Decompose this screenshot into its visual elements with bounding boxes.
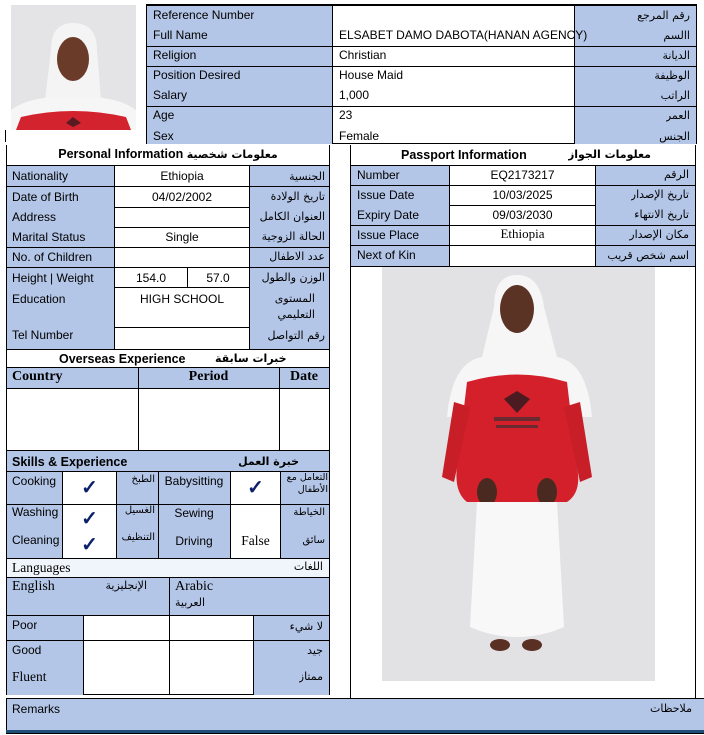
nationality-value: Ethiopia: [160, 169, 204, 183]
skills-title: Skills & Experience: [12, 455, 128, 469]
languages-title-ar: اللغات: [293, 560, 323, 573]
remarks-label: Remarks: [12, 702, 61, 716]
next-of-kin-label: Next of Kin: [357, 248, 416, 262]
education-value: HIGH SCHOOL: [139, 292, 224, 306]
full-name-label: Full Name: [153, 28, 208, 42]
column-country: Country: [12, 370, 63, 384]
issue-date-value: 10/03/2025: [492, 188, 553, 202]
sex-value: Female: [339, 129, 380, 143]
column-date: Date: [290, 370, 318, 384]
arabic-label: Arabic: [175, 579, 214, 594]
divider: [5, 130, 6, 142]
salary-label: Salary: [153, 88, 188, 102]
position-label-ar: الوظيفة: [654, 69, 690, 82]
level-good-label-ar: جيد: [307, 644, 323, 657]
marital-status-label-ar: الحالة الزوجية: [261, 230, 325, 243]
passport-number-label: Number: [357, 168, 400, 182]
issue-place-label: Issue Place: [357, 228, 420, 242]
cooking-label: Cooking: [12, 474, 57, 488]
dob-label-ar: تاريخ الولادة: [270, 190, 325, 203]
sex-label: Sex: [153, 129, 174, 143]
personal-info-section: [6, 145, 330, 367]
education-label-ar: المستوى التعليمي: [274, 292, 315, 321]
arabic-label-ar: العربية: [175, 596, 206, 609]
height-weight-label: Height | Weight: [12, 271, 94, 285]
divider: [6, 733, 704, 734]
cleaning-check-icon: ✓: [81, 534, 98, 556]
religion-label-ar: الديانة: [662, 49, 690, 62]
cooking-check-icon: ✓: [81, 477, 98, 499]
level-poor-label: Poor: [12, 618, 38, 632]
skills-section: [6, 451, 330, 558]
washing-check-icon: ✓: [81, 508, 98, 530]
children-label-ar: عدد الاطفال: [269, 250, 325, 263]
passport-info-title: Passport Information: [401, 148, 527, 162]
overseas-title-ar: خبرات سابقة: [215, 352, 287, 365]
sewing-label: Sewing: [174, 506, 214, 520]
level-good-label: Good: [12, 643, 42, 657]
babysitting-label: Babysitting: [164, 474, 224, 488]
full-name-value: ELSABET DAMO DABOTA(HANAN AGENCY): [339, 28, 588, 42]
driving-value: False: [241, 533, 270, 548]
nationality-label: Nationality: [12, 169, 69, 183]
passport-number-value: EQ2173217: [490, 168, 555, 182]
address-label-ar: العنوان الكامل: [259, 210, 325, 223]
sex-label-ar: الجنس: [659, 130, 690, 143]
expiry-date-label: Expiry Date: [357, 208, 420, 222]
passport-info-section: [350, 145, 696, 700]
skills-title-ar: خبرة العمل: [238, 455, 299, 468]
age-label-ar: العمر: [665, 109, 690, 122]
age-label: Age: [153, 108, 175, 122]
position-value: House Maid: [339, 68, 404, 82]
cleaning-label-ar: التنظيف: [121, 532, 155, 543]
religion-value: Christian: [339, 48, 387, 62]
headshot-illustration: [11, 5, 136, 130]
issue-date-label: Issue Date: [357, 188, 415, 202]
dob-label: Date of Birth: [12, 190, 79, 204]
english-label-ar: الإنجليزية: [105, 579, 147, 592]
languages-section: [6, 558, 330, 695]
age-value: 23: [339, 108, 353, 122]
passport-info-title-ar: معلومات الجواز: [567, 148, 651, 161]
weight-value: 57.0: [206, 271, 230, 285]
full-body-photo: [382, 267, 655, 681]
address-label: Address: [12, 210, 57, 224]
remarks-label-ar: ملاحظات: [650, 702, 692, 715]
driving-label: Driving: [175, 534, 213, 548]
washing-label: Washing: [12, 505, 59, 519]
washing-label-ar: الغسيل: [124, 505, 155, 516]
reference-number-label: Reference Number: [153, 8, 255, 22]
headshot-photo: [11, 5, 136, 130]
dob-value: 04/02/2002: [151, 190, 213, 204]
issue-date-label-ar: تاريخ الإصدار: [630, 188, 689, 201]
babysitting-label-ar: التعامل مع الأطفال: [286, 472, 328, 495]
children-label: No. of Children: [12, 250, 93, 264]
nationality-label-ar: الجنسية: [289, 170, 325, 183]
cleaning-label: Cleaning: [12, 533, 60, 547]
height-weight-label-ar: الوزن والطول: [261, 271, 325, 284]
passport-number-label-ar: الرقم: [663, 168, 689, 181]
sewing-label-ar: الخياطة: [293, 507, 325, 518]
driving-label-ar: سائق: [302, 535, 325, 546]
height-value: 154.0: [135, 271, 167, 285]
expiry-date-value: 09/03/2030: [492, 208, 553, 222]
level-poor-label-ar: لا شيء: [289, 620, 323, 633]
level-fluent-label: Fluent: [12, 669, 47, 684]
remarks-section[interactable]: [6, 698, 704, 730]
overseas-title: Overseas Experience: [59, 352, 186, 366]
level-fluent-label-ar: ممتاز: [298, 670, 323, 683]
position-label: Position Desired: [153, 68, 241, 82]
education-label: Education: [12, 292, 66, 306]
overseas-experience-table: [6, 367, 330, 451]
personal-info-title: Personal Information معلومات شخصية: [58, 147, 278, 161]
salary-value: 1,000: [339, 88, 370, 102]
babysitting-check-icon: ✓: [247, 477, 264, 499]
cooking-label-ar: الطبخ: [131, 474, 155, 485]
full-body-illustration: [382, 267, 655, 681]
next-of-kin-label-ar: اسم شخص قريب: [607, 249, 689, 262]
expiry-date-label-ar: تاريخ الانتهاء: [634, 208, 689, 221]
full-name-label-ar: االسم: [663, 29, 690, 42]
tel-number-label-ar: رقم التواصل: [267, 329, 325, 342]
header-info-table: [146, 4, 697, 144]
column-period: Period: [188, 370, 229, 384]
tel-number-label: Tel Number: [12, 328, 74, 342]
languages-title: Languages: [12, 560, 71, 575]
issue-place-label-ar: مكان الإصدار: [629, 228, 689, 241]
religion-label: Religion: [153, 48, 197, 62]
marital-status-value: Single: [165, 230, 199, 244]
marital-status-label: Marital Status: [12, 230, 86, 244]
reference-number-label-ar: رقم المرجع: [637, 9, 690, 22]
issue-place-value: Ethiopia: [500, 227, 545, 241]
salary-label-ar: الراتب: [660, 89, 690, 102]
english-label: English: [12, 579, 55, 594]
